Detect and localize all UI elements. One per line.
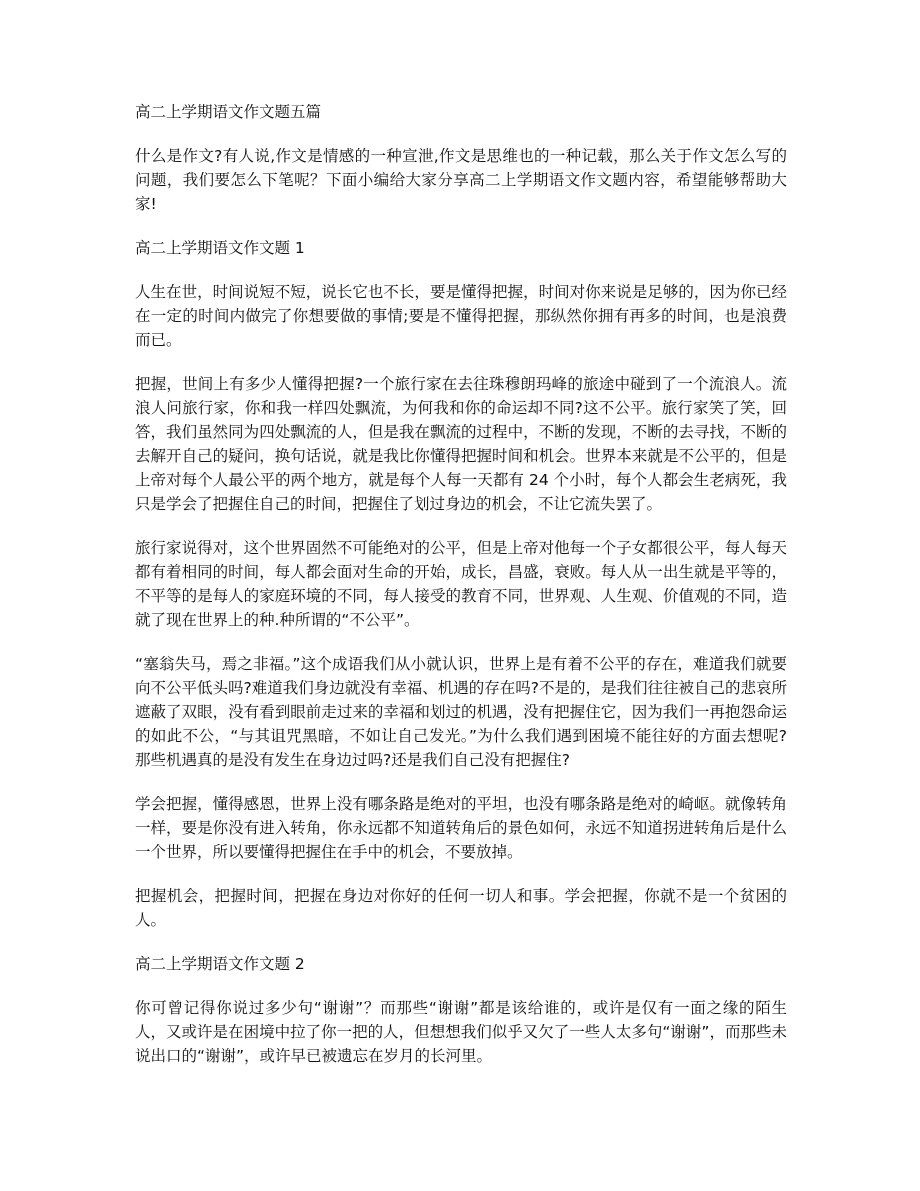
document-page [135, 100, 787, 1088]
section-1-paragraph-5: 学会把握，懂得感恩，世界上没有哪条路是绝对的平坦，也没有哪条路是绝对的崎岖。就像转角一样，要是你没有进入转角，你永远都不知道转角后的景色如何，永远不知道拐进转角后是什么一个世界，所以要懂得把握住在手中的机会，不要放掉。 [135, 795, 787, 861]
section-1-paragraph-3: 旅行家说得对，这个世界固然不可能绝对的公平，但是上帝对他每一个子女都很公平，每人每天都有着相同的时间，每人都会面对生命的开始，成长，昌盛，衰败。每人从一出生就是平等的，不平等的是每人的家庭环境的不同，每人接受的教育不同，世界观、人生观、价值观的不同，造就了现在世界上的种.种所谓的“不公平”。 [135, 539, 787, 629]
intro-paragraph: 什么是作文?有人说,作文是情感的一种宣泄,作文是思维也的一种记载，那么关于作文怎么写的问题，我们要怎么下笔呢？下面小编给大家分享高二上学期语文作文题内容，希望能够帮助大家! [135, 147, 787, 213]
section-1-paragraph-6: 把握机会，把握时间，把握在身边对你好的任何一切人和事。学会把握，你就不是一个贫困的人。 [135, 887, 787, 929]
section-1-paragraph-4: “塞翁失马，焉之非福。”这个成语我们从小就认识，世界上是有着不公平的存在，难道我们就要向不公平低头吗?难道我们身边就没有幸福、机遇的存在吗?不是的，是我们往往被自己的悲哀所遮蔽了双眼，没有看到眼前走过来的幸福和划过的机遇，没有把握住它，因为我们一再抱怨命运的如此不公，“与其诅咒黑暗，不如让自己发光。”为什么我们遇到困境不能往好的方面去想呢?那些机遇真的是没有发生在身边过吗?还是我们自己没有把握住? [135, 655, 787, 769]
section-1-paragraph-1: 人生在世，时间说短不短，说长它也不长，要是懂得把握，时间对你来说是足够的，因为你已经在一定的时间内做完了你想要做的事情;要是不懂得把握，那纵然你拥有再多的时间，也是浪费而已。 [135, 283, 787, 349]
section-2-heading: 高二上学期语文作文题 2 [135, 955, 305, 973]
section-2-paragraph-1: 你可曾记得你说过多少句“谢谢”？而那些“谢谢”都是该给谁的，或许是仅有一面之缘的陌生人，又或许是在困境中拉了你一把的人，但想想我们似乎又欠了一些人太多句“谢谢”，而那些未说出口的“谢谢”，或许早已被遗忘在岁月的长河里。 [135, 999, 787, 1065]
document-title: 高二上学期语文作文题五篇 [135, 103, 322, 121]
section-1-heading: 高二上学期语文作文题 1 [135, 239, 305, 257]
section-1-paragraph-2: 把握，世间上有多少人懂得把握?一个旅行家在去往珠穆朗玛峰的旅途中碰到了一个流浪人。流浪人问旅行家，你和我一样四处飘流，为何我和你的命运却不同?这不公平。旅行家笑了笑，回答，我们虽然同为四处飘流的人，但是我在飘流的过程中，不断的发现，不断的去寻找，不断的去解开自己的疑问，换句话说，就是我比你懂得把握时间和机会。世界本来就是不公平的，但是上帝对每个人最公平的两个地方，就是每个人每一天都有 24 个小时，每个人都会生老病死，我只是学会了把握住自己的时间，把握住了划过身边的机会，不让它流失罢了。 [135, 375, 787, 513]
